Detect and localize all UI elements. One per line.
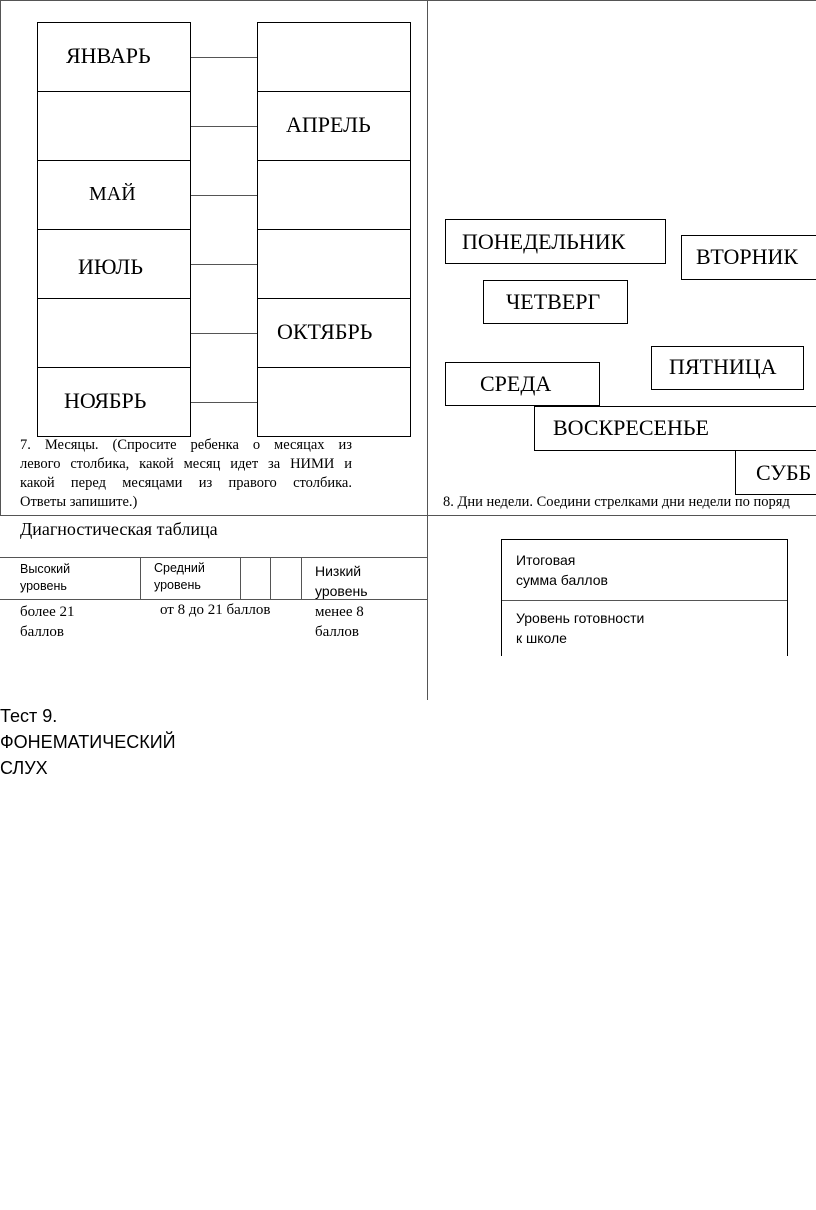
month-left-cell xyxy=(37,229,191,299)
frame-mid-horizontal xyxy=(0,515,816,516)
month-right-cell xyxy=(257,367,411,437)
weekday-friday: ПЯТНИЦА xyxy=(651,346,804,390)
task7-line: Ответы запишите.) xyxy=(20,494,138,510)
month-label: ИЮЛЬ xyxy=(78,254,143,279)
frame-middle-divider xyxy=(427,0,428,700)
diag-high-header: Высокий уровень xyxy=(20,562,71,593)
test-number: Тест 9. xyxy=(0,706,58,726)
diag-col-line xyxy=(140,557,141,599)
connector-line xyxy=(191,333,258,334)
summary-table xyxy=(501,539,788,656)
frame-top xyxy=(0,0,816,1)
frame-left xyxy=(0,0,1,516)
month-label: АПРЕЛЬ xyxy=(286,112,371,137)
weekday-saturday: СУББ xyxy=(735,450,816,495)
diag-col-line xyxy=(270,557,271,599)
task7-line: какой перед месяцами из правого столбика. xyxy=(20,475,352,491)
diag-high-value: более 21 баллов xyxy=(20,604,75,640)
diag-col-line xyxy=(301,557,302,599)
month-left-cell xyxy=(37,22,191,92)
weekday-tuesday: ВТОРНИК xyxy=(681,235,816,280)
diag-low-value: менее 8 баллов xyxy=(315,604,364,640)
month-right-cell xyxy=(257,229,411,299)
diag-col-line xyxy=(240,557,241,599)
connector-line xyxy=(191,402,258,403)
summary-total-label: Итоговая сумма баллов xyxy=(516,552,608,588)
month-right-cell xyxy=(257,22,411,92)
month-right-cell xyxy=(257,91,411,161)
task7-line: левого столбика, какой месяц идет за НИМИ и xyxy=(20,456,352,472)
month-left-cell xyxy=(37,298,191,368)
test-heading xyxy=(0,703,176,781)
month-right-cell xyxy=(257,298,411,368)
month-right-cell xyxy=(257,160,411,230)
connector-line xyxy=(191,57,258,58)
weekday-monday: ПОНЕДЕЛЬНИК xyxy=(445,219,666,264)
weekday-thursday: ЧЕТВЕРГ xyxy=(483,280,628,324)
diag-mid-value: от 8 до 21 баллов xyxy=(160,602,271,618)
connector-line xyxy=(191,264,258,265)
month-label: МАЙ xyxy=(89,183,136,205)
weekday-sunday: ВОСКРЕСЕНЬЕ xyxy=(534,406,816,451)
test-title-line: ФОНЕМАТИЧЕСКИЙ xyxy=(0,732,176,752)
task7-line: 7. Месяцы. (Спросите ребенка о месяцах из xyxy=(20,437,352,453)
diagnostic-title: Диагностическая таблица xyxy=(20,519,218,539)
month-left-cell xyxy=(37,91,191,161)
diag-low-header: Низкий уровень xyxy=(315,563,368,599)
month-left-cell xyxy=(37,367,191,437)
month-label: ЯНВАРЬ xyxy=(66,43,151,68)
connector-line xyxy=(191,195,258,196)
month-label: НОЯБРЬ xyxy=(64,388,147,413)
month-label: ОКТЯБРЬ xyxy=(277,319,373,344)
connector-line xyxy=(191,126,258,127)
diag-mid-header: Средний уровень xyxy=(154,561,205,592)
month-left-cell xyxy=(37,160,191,230)
test-title-line: СЛУХ xyxy=(0,758,48,778)
task8-instructions: 8. Дни недели. Соедини стрелками дни недели по поряд xyxy=(443,494,790,510)
summary-readiness-label: Уровень готовности к школе xyxy=(516,610,645,646)
diag-top-line xyxy=(0,557,427,558)
summary-divider xyxy=(502,600,787,601)
task7-instructions xyxy=(20,436,352,512)
weekday-wednesday: СРЕДА xyxy=(445,362,600,406)
